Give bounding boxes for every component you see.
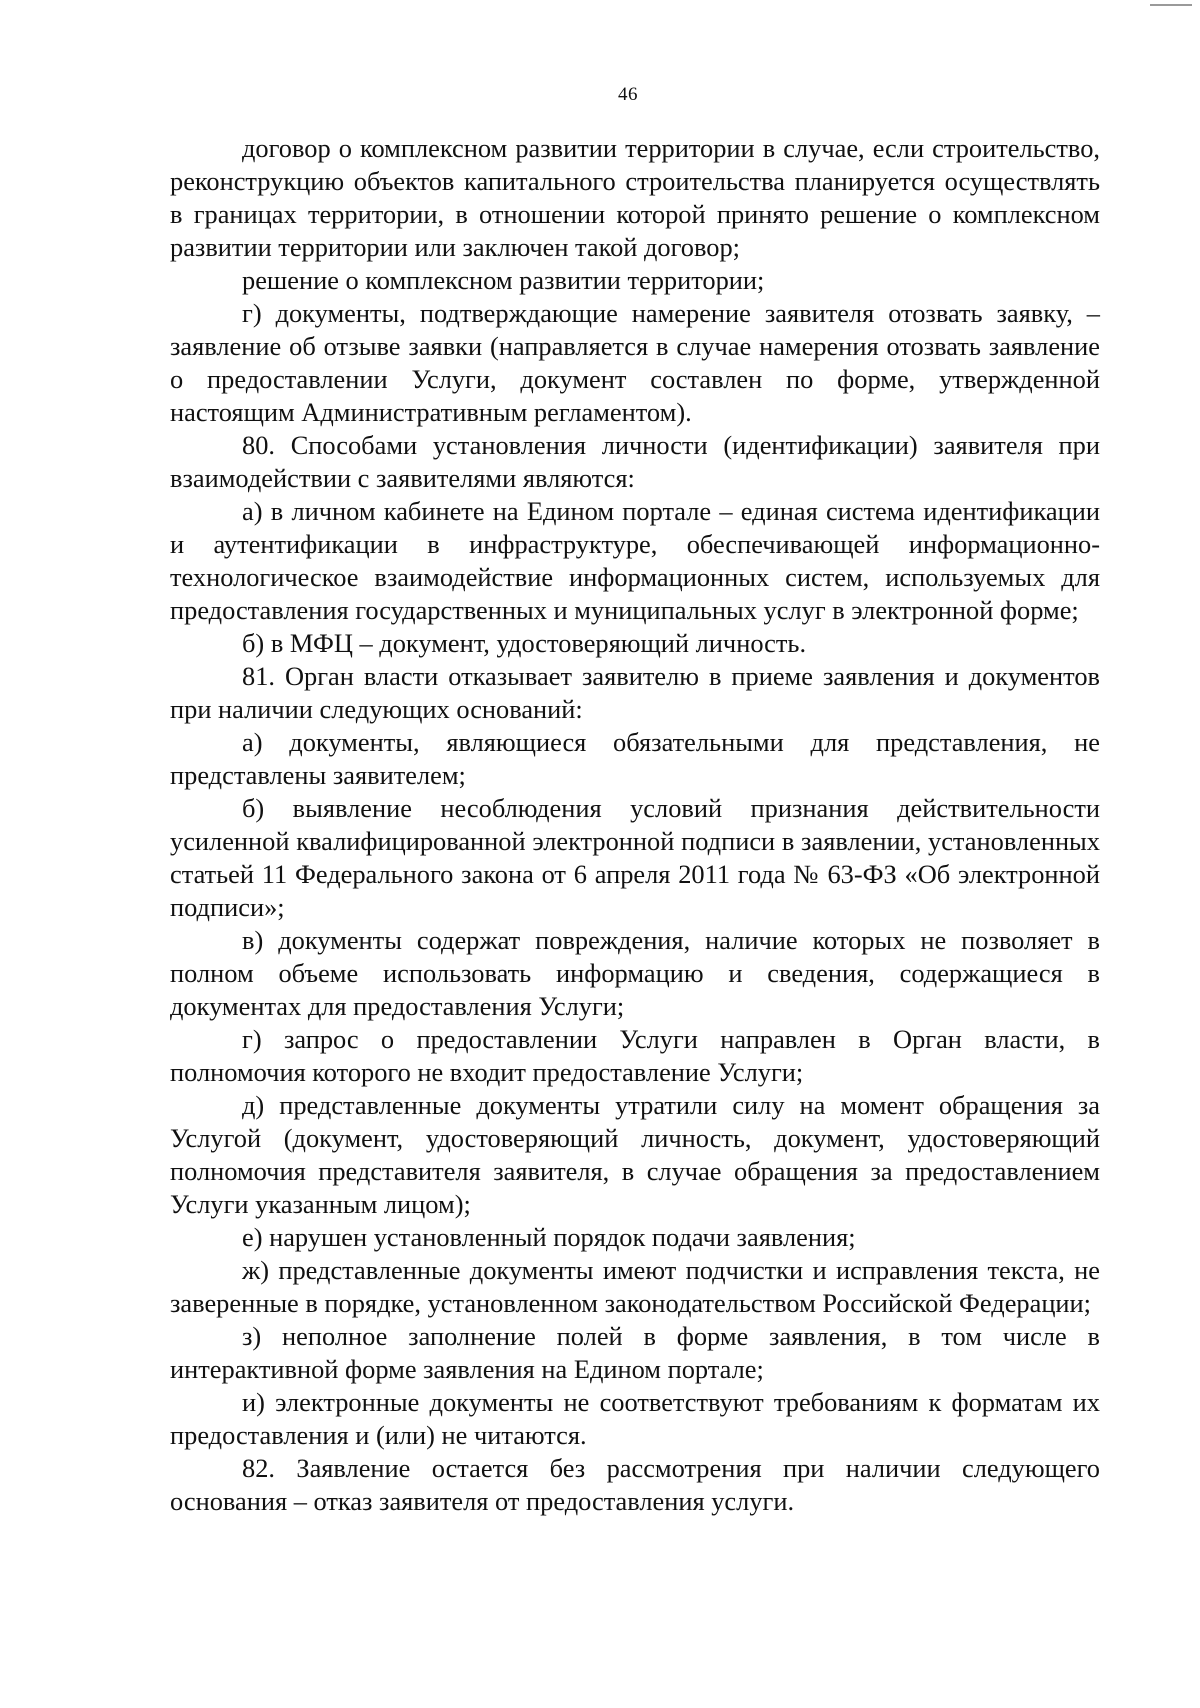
page-number: 46 bbox=[618, 84, 638, 105]
paragraph-81-g: г) запрос о предоставлении Услуги направлен в Орган власти, в полномочия которого не входит предоставление Услуги; bbox=[170, 1024, 1100, 1087]
paragraph-80-identification: 80. Способами установления личности (идентификации) заявителя при взаимодействии с заявителями являются: bbox=[170, 430, 1100, 493]
document-body bbox=[170, 132, 1100, 1518]
scan-edge-mark bbox=[1150, 4, 1192, 6]
paragraph-81-i: и) электронные документы не соответствуют требованиям к форматам их предоставления и (или) не читаются. bbox=[170, 1387, 1100, 1450]
paragraph-withdrawal-documents: г) документы, подтверждающие намерение заявителя отозвать заявку, – заявление об отзыве заявки (направляется в случае намерения отозвать заявление о предоставлении Услуги, документ составлен по форме, утвержденной настоящим Административным регламентом). bbox=[170, 298, 1100, 427]
paragraph-81-zh: ж) представленные документы имеют подчистки и исправления текста, не заверенные в порядке, установленном законодательством Российской Федерации; bbox=[170, 1255, 1100, 1318]
paragraph-82-no-review: 82. Заявление остается без рассмотрения при наличии следующего основания – отказ заявителя от предоставления услуги. bbox=[170, 1453, 1100, 1516]
paragraph-81-v: в) документы содержат повреждения, наличие которых не позволяет в полном объеме использовать информацию и сведения, содержащиеся в документах для предоставления Услуги; bbox=[170, 925, 1100, 1021]
paragraph-kрт-decision: решение о комплексном развитии территории; bbox=[242, 265, 765, 295]
paragraph-81-z: з) неполное заполнение полей в форме заявления, в том числе в интерактивной форме заявления на Едином портале; bbox=[170, 1321, 1100, 1384]
paragraph-80-a: а) в личном кабинете на Едином портале – единая система идентификации и аутентификации в инфраструктуре, обеспечивающей информационно-технологическое взаимодействие информационных систем, используемых для предоставления государственных и муниципальных услуг в электронной форме; bbox=[170, 496, 1100, 625]
paragraph-81-b: б) выявление несоблюдения условий признания действительности усиленной квалифицированной электронной подписи в заявлении, установленных статьей 11 Федерального закона от 6 апреля 2011 года № 63-ФЗ «Об электронной подписи»; bbox=[170, 793, 1100, 922]
paragraph-kрт-agreement: договор о комплексном развитии территории в случае, если строительство, реконструкцию объектов капитального строительства планируется осуществлять в границах территории, в отношении которой принято решение о комплексном развитии территории или заключен такой договор; bbox=[170, 133, 1100, 262]
paragraph-81-e: е) нарушен установленный порядок подачи заявления; bbox=[242, 1222, 856, 1252]
paragraph-81-d: д) представленные документы утратили силу на момент обращения за Услугой (документ, удостоверяющий личность, документ, удостоверяющий полномочия представителя заявителя, в случае обращения за предоставлением Услуги указанным лицом); bbox=[170, 1090, 1100, 1219]
paragraph-81-refusal: 81. Орган власти отказывает заявителю в приеме заявления и документов при наличии следующих оснований: bbox=[170, 661, 1100, 724]
paragraph-80-b: б) в МФЦ – документ, удостоверяющий личность. bbox=[242, 628, 807, 658]
paragraph-81-a: а) документы, являющиеся обязательными для представления, не представлены заявителем; bbox=[170, 727, 1100, 790]
